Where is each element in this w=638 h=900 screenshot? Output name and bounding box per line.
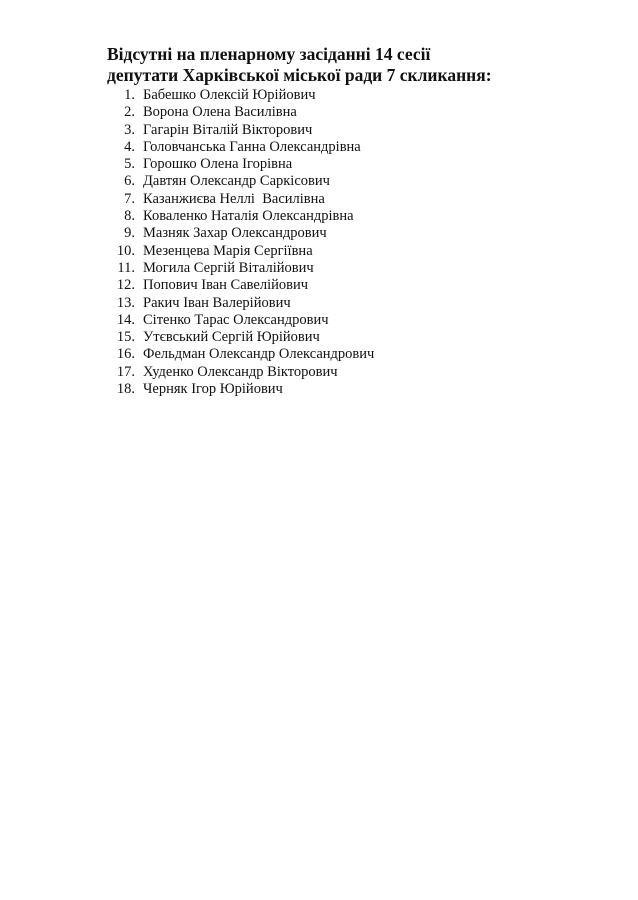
list-item xyxy=(107,243,374,260)
deputy-name: Казанжиєва Неллі Василівна xyxy=(143,190,325,207)
item-number: 14. xyxy=(116,311,135,328)
list-item xyxy=(107,346,374,363)
list-item xyxy=(107,225,374,242)
list-item xyxy=(107,156,374,173)
deputy-name: Сітенко Тарас Олександрович xyxy=(143,311,329,328)
item-number: 8. xyxy=(124,208,135,225)
item-number: 3. xyxy=(124,121,135,138)
list-item xyxy=(107,312,374,329)
deputy-name: Бабешко Олексій Юрійович xyxy=(143,87,316,103)
heading-line-2: депутати Харківської міської ради 7 скликання: xyxy=(107,65,492,85)
list-item xyxy=(107,329,374,346)
absent-deputies-list xyxy=(107,87,374,398)
item-number: 5. xyxy=(124,156,135,173)
deputy-name: Могила Сергій Віталійович xyxy=(143,259,314,276)
deputy-name: Ракич Іван Валерійович xyxy=(143,294,291,311)
document-heading xyxy=(107,44,607,86)
item-number: 1. xyxy=(124,87,135,103)
deputy-name: Горошко Олена Ігорівна xyxy=(143,156,293,173)
item-number: 10. xyxy=(116,242,135,259)
list-item xyxy=(107,260,374,277)
list-item xyxy=(107,87,374,104)
deputy-name: Коваленко Наталія Олександрівна xyxy=(143,208,354,225)
list-item xyxy=(107,104,374,121)
item-number: 9. xyxy=(124,225,135,242)
list-item xyxy=(107,139,374,156)
deputy-name: Головчанська Ганна Олександрівна xyxy=(143,138,361,155)
item-number: 17. xyxy=(116,363,135,380)
item-number: 2. xyxy=(124,104,135,121)
list-item xyxy=(107,277,374,294)
list-item xyxy=(107,173,374,190)
deputy-name: Гагарін Віталій Вікторович xyxy=(143,121,313,138)
item-number: 15. xyxy=(116,329,135,346)
list-item xyxy=(107,295,374,312)
item-number: 7. xyxy=(124,190,135,207)
deputy-name: Фельдман Олександр Олександрович xyxy=(143,346,375,363)
deputy-name: Утєвський Сергій Юрійович xyxy=(143,329,320,346)
item-number: 13. xyxy=(116,294,135,311)
deputy-name: Ворона Олена Василівна xyxy=(143,104,297,121)
deputy-name: Худенко Олександр Вікторович xyxy=(143,363,338,380)
item-number: 12. xyxy=(116,277,135,294)
item-number: 16. xyxy=(116,346,135,363)
deputy-name: Мезенцева Марія Сергіївна xyxy=(143,242,313,259)
deputy-name: Давтян Олександр Саркісович xyxy=(143,173,330,190)
list-item xyxy=(107,208,374,225)
list-item xyxy=(107,381,374,398)
deputy-name: Попович Іван Савелійович xyxy=(143,277,309,294)
deputy-name: Черняк Ігор Юрійович xyxy=(143,381,283,398)
item-number: 18. xyxy=(116,381,135,398)
list-item xyxy=(107,191,374,208)
deputy-name: Мазняк Захар Олександрович xyxy=(143,225,327,242)
list-item xyxy=(107,364,374,381)
list-item xyxy=(107,122,374,139)
item-number: 4. xyxy=(124,138,135,155)
heading-line-1: Відсутні на пленарному засіданні 14 сесії xyxy=(107,44,431,64)
item-number: 6. xyxy=(124,173,135,190)
item-number: 11. xyxy=(117,259,135,276)
